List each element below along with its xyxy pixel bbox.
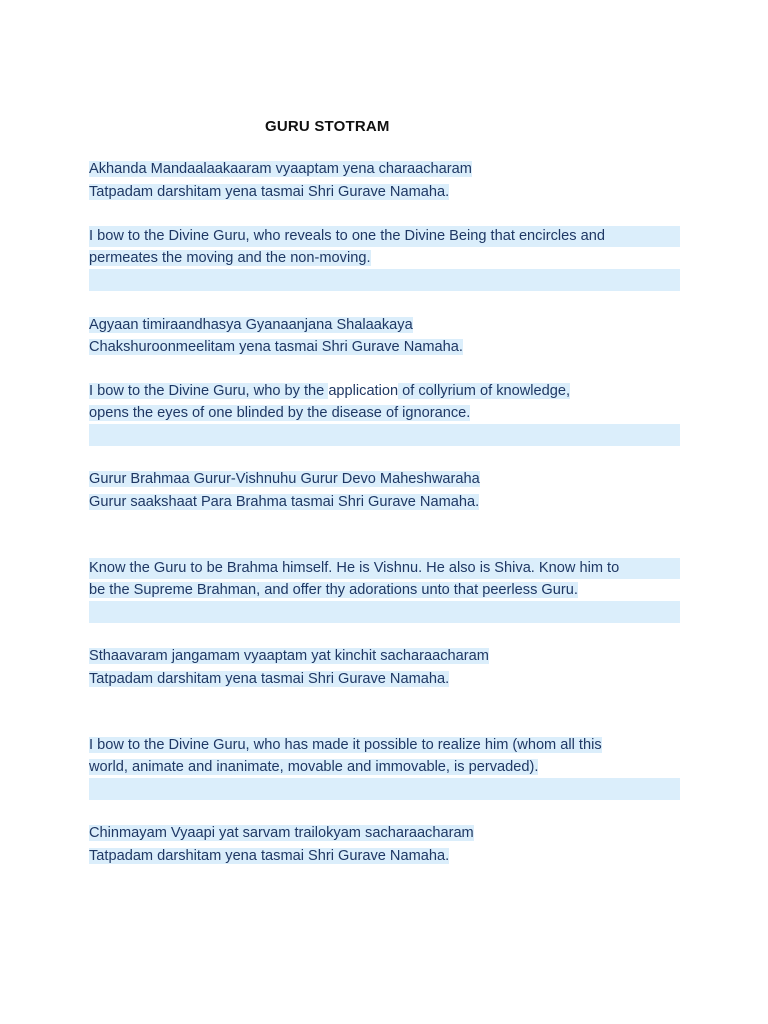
verse-2-sanskrit-line-1: Agyaan timiraandhasya Gyanaanjana Shalaakaya (89, 317, 413, 333)
page-title: GURU STOTRAM (265, 118, 390, 135)
verse-2-translation-line-1: I bow to the Divine Guru, who by the application of collyrium of knowledge, (89, 383, 571, 399)
verse-4-translation-line-2: world, animate and inanimate, movable and immovable, is pervaded). (89, 759, 539, 775)
verse-4-sanskrit-line-2: Tatpadam darshitam yena tasmai Shri Gurave Namaha. (89, 671, 450, 687)
verse-2-trailing-highlight (89, 424, 680, 446)
verse-2-sanskrit-line-2: Chakshuroonmeelitam yena tasmai Shri Gurave Namaha. (89, 339, 463, 355)
verse-1-sanskrit-line-1: Akhanda Mandaalaakaaram vyaaptam yena charaacharam (89, 161, 472, 177)
verse-2-translation-line-2: opens the eyes of one blinded by the disease of ignorance. (89, 405, 471, 421)
verse-3-sanskrit-line-2: Gurur saakshaat Para Brahma tasmai Shri Gurave Namaha. (89, 494, 480, 510)
verse-5-sanskrit-line-2: Tatpadam darshitam yena tasmai Shri Gurave Namaha. (89, 848, 450, 864)
verse-1-translation-line-1: I bow to the Divine Guru, who reveals to one the Divine Being that encircles and (89, 228, 605, 244)
verse-3-translation-line-1: Know the Guru to be Brahma himself. He is Vishnu. He also is Shiva. Know him to (89, 560, 620, 576)
verse-3-sanskrit-line-1: Gurur Brahmaa Gurur-Vishnuhu Gurur Devo Maheshwaraha (89, 471, 480, 487)
verse-1-sanskrit-line-2: Tatpadam darshitam yena tasmai Shri Gurave Namaha. (89, 184, 450, 200)
verse-4-sanskrit-line-1: Sthaavaram jangamam vyaaptam yat kinchit sacharaacharam (89, 648, 489, 664)
verse-3-translation-line-2: be the Supreme Brahman, and offer thy adorations unto that peerless Guru. (89, 582, 578, 598)
verse-1-translation-line-2: permeates the moving and the non-moving. (89, 250, 371, 266)
verse-3-trailing-highlight (89, 601, 680, 623)
verse-4-trailing-highlight (89, 778, 680, 800)
verse-5-sanskrit-line-1: Chinmayam Vyaapi yat sarvam trailokyam sacharaacharam (89, 825, 474, 841)
unhighlighted-word: application (328, 383, 399, 399)
verse-4-translation-line-1: I bow to the Divine Guru, who has made it possible to realize him (whom all this (89, 737, 602, 753)
verse-1-trailing-highlight (89, 269, 680, 291)
